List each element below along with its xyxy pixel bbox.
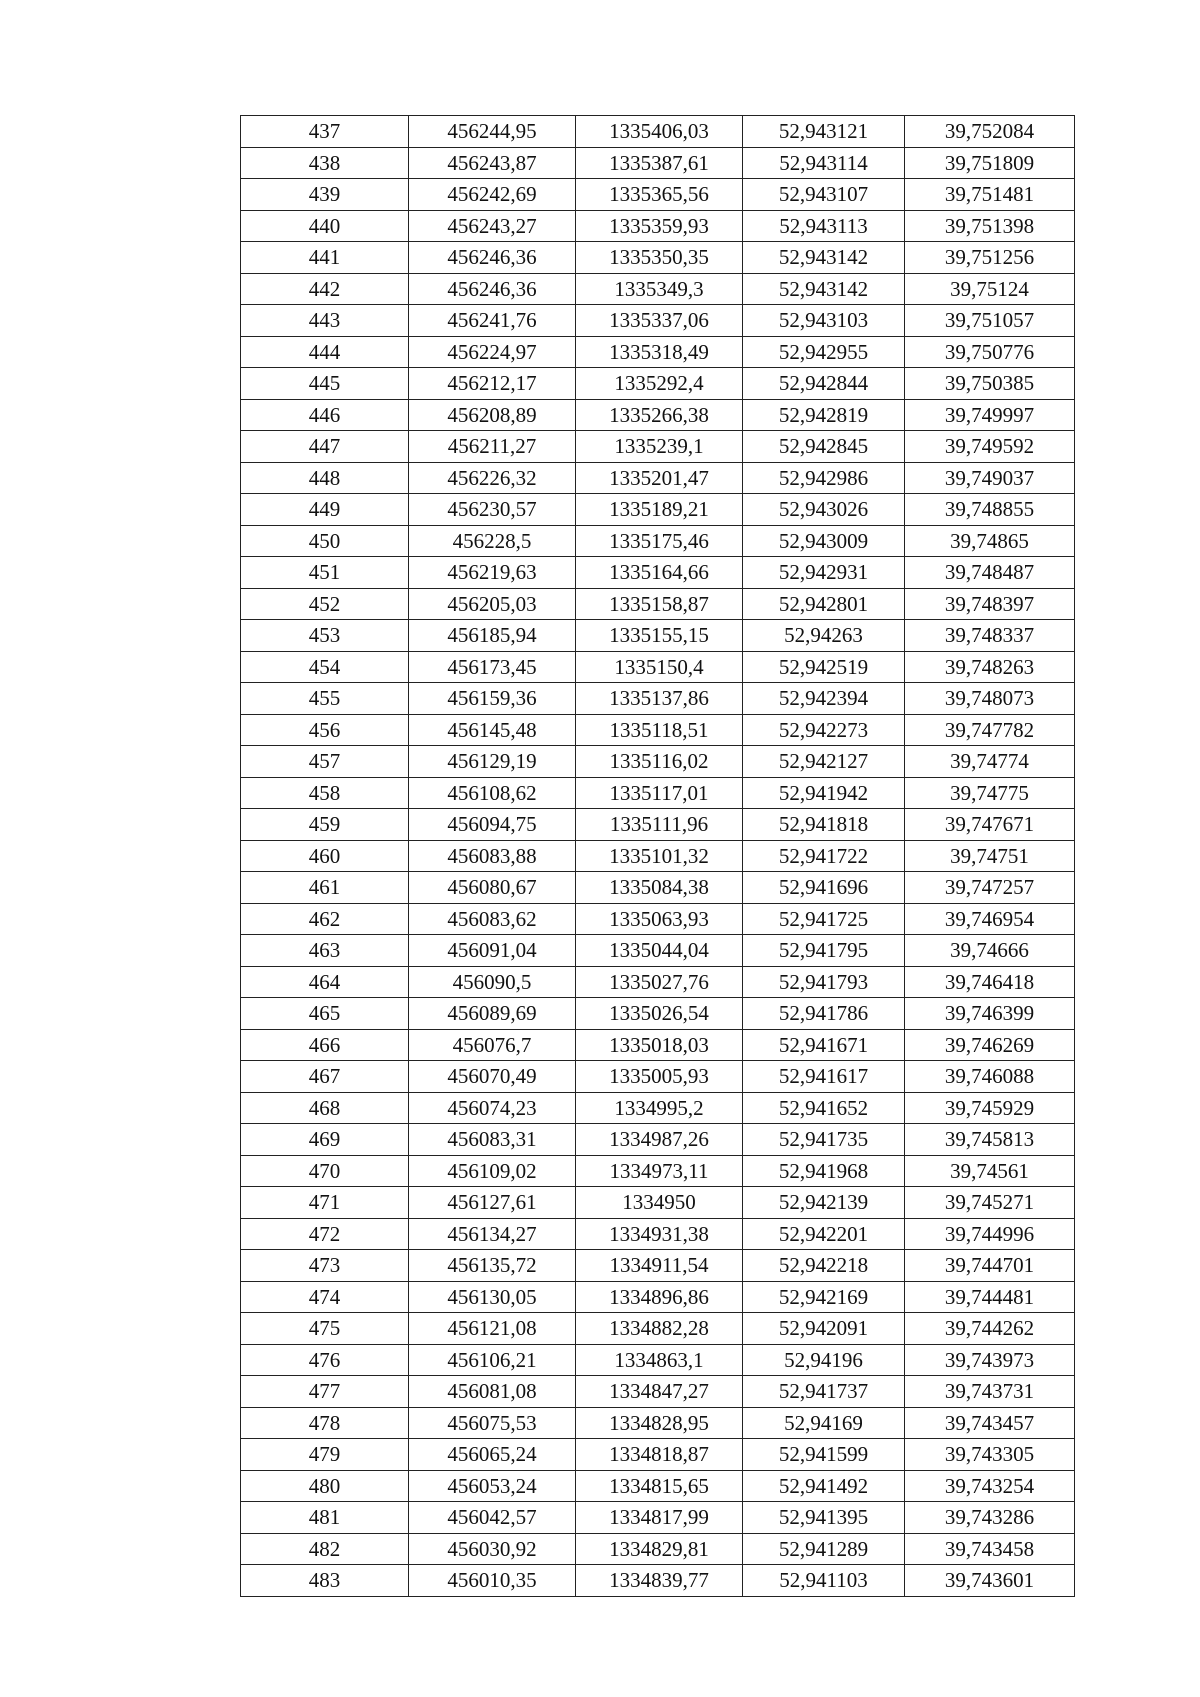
y-coordinate-cell: 1335027,76 [576,966,743,998]
latitude-cell: 52,942801 [743,588,905,620]
table-row [241,966,1075,998]
x-coordinate-cell: 456074,23 [409,1092,576,1124]
table-row [241,179,1075,211]
table-row [241,525,1075,557]
longitude-cell: 39,74751 [905,840,1075,872]
point-number-cell: 471 [241,1187,409,1219]
point-number-cell: 462 [241,903,409,935]
x-coordinate-cell: 456246,36 [409,242,576,274]
latitude-cell: 52,942201 [743,1218,905,1250]
longitude-cell: 39,751256 [905,242,1075,274]
point-number-cell: 452 [241,588,409,620]
point-number-cell: 443 [241,305,409,337]
y-coordinate-cell: 1334882,28 [576,1313,743,1345]
table-row [241,809,1075,841]
point-number-cell: 473 [241,1250,409,1282]
table-row [241,777,1075,809]
latitude-cell: 52,941968 [743,1155,905,1187]
point-number-cell: 464 [241,966,409,998]
longitude-cell: 39,751057 [905,305,1075,337]
x-coordinate-cell: 456106,21 [409,1344,576,1376]
latitude-cell: 52,942091 [743,1313,905,1345]
longitude-cell: 39,749592 [905,431,1075,463]
longitude-cell: 39,748337 [905,620,1075,652]
table-row [241,588,1075,620]
longitude-cell: 39,749997 [905,399,1075,431]
point-number-cell: 465 [241,998,409,1030]
longitude-cell: 39,750385 [905,368,1075,400]
latitude-cell: 52,941103 [743,1565,905,1597]
x-coordinate-cell: 456185,94 [409,620,576,652]
y-coordinate-cell: 1334995,2 [576,1092,743,1124]
point-number-cell: 447 [241,431,409,463]
y-coordinate-cell: 1335201,47 [576,462,743,494]
longitude-cell: 39,747257 [905,872,1075,904]
longitude-cell: 39,743731 [905,1376,1075,1408]
latitude-cell: 52,941793 [743,966,905,998]
latitude-cell: 52,943121 [743,116,905,148]
table-row [241,273,1075,305]
table-row [241,399,1075,431]
latitude-cell: 52,942986 [743,462,905,494]
x-coordinate-cell: 456053,24 [409,1470,576,1502]
longitude-cell: 39,743457 [905,1407,1075,1439]
latitude-cell: 52,941492 [743,1470,905,1502]
longitude-cell: 39,743973 [905,1344,1075,1376]
latitude-cell: 52,943142 [743,242,905,274]
x-coordinate-cell: 456083,31 [409,1124,576,1156]
point-number-cell: 460 [241,840,409,872]
y-coordinate-cell: 1334817,99 [576,1502,743,1534]
table-row [241,683,1075,715]
latitude-cell: 52,942394 [743,683,905,715]
latitude-cell: 52,941795 [743,935,905,967]
y-coordinate-cell: 1335266,38 [576,399,743,431]
x-coordinate-cell: 456173,45 [409,651,576,683]
table-row [241,431,1075,463]
point-number-cell: 448 [241,462,409,494]
longitude-cell: 39,745813 [905,1124,1075,1156]
table-row [241,1313,1075,1345]
point-number-cell: 470 [241,1155,409,1187]
longitude-cell: 39,74666 [905,935,1075,967]
longitude-cell: 39,750776 [905,336,1075,368]
y-coordinate-cell: 1335118,51 [576,714,743,746]
y-coordinate-cell: 1335158,87 [576,588,743,620]
x-coordinate-cell: 456010,35 [409,1565,576,1597]
table-row [241,336,1075,368]
latitude-cell: 52,943107 [743,179,905,211]
longitude-cell: 39,749037 [905,462,1075,494]
longitude-cell: 39,746418 [905,966,1075,998]
x-coordinate-cell: 456224,97 [409,336,576,368]
longitude-cell: 39,745271 [905,1187,1075,1219]
latitude-cell: 52,942931 [743,557,905,589]
y-coordinate-cell: 1335117,01 [576,777,743,809]
point-number-cell: 456 [241,714,409,746]
y-coordinate-cell: 1335359,93 [576,210,743,242]
latitude-cell: 52,943026 [743,494,905,526]
latitude-cell: 52,941735 [743,1124,905,1156]
coordinates-table-body [241,116,1075,1597]
point-number-cell: 451 [241,557,409,589]
y-coordinate-cell: 1334815,65 [576,1470,743,1502]
latitude-cell: 52,941599 [743,1439,905,1471]
x-coordinate-cell: 456081,08 [409,1376,576,1408]
longitude-cell: 39,752084 [905,116,1075,148]
x-coordinate-cell: 456205,03 [409,588,576,620]
table-row [241,1250,1075,1282]
x-coordinate-cell: 456243,27 [409,210,576,242]
table-row [241,462,1075,494]
table-row [241,210,1075,242]
x-coordinate-cell: 456042,57 [409,1502,576,1534]
x-coordinate-cell: 456241,76 [409,305,576,337]
longitude-cell: 39,746088 [905,1061,1075,1093]
x-coordinate-cell: 456145,48 [409,714,576,746]
longitude-cell: 39,746399 [905,998,1075,1030]
y-coordinate-cell: 1334818,87 [576,1439,743,1471]
table-row [241,557,1075,589]
table-row [241,998,1075,1030]
x-coordinate-cell: 456212,17 [409,368,576,400]
x-coordinate-cell: 456226,32 [409,462,576,494]
table-row [241,1218,1075,1250]
longitude-cell: 39,748855 [905,494,1075,526]
point-number-cell: 455 [241,683,409,715]
table-row [241,651,1075,683]
table-row [241,903,1075,935]
point-number-cell: 463 [241,935,409,967]
latitude-cell: 52,941725 [743,903,905,935]
longitude-cell: 39,748073 [905,683,1075,715]
table-row [241,714,1075,746]
longitude-cell: 39,745929 [905,1092,1075,1124]
y-coordinate-cell: 1335018,03 [576,1029,743,1061]
latitude-cell: 52,941786 [743,998,905,1030]
longitude-cell: 39,744481 [905,1281,1075,1313]
longitude-cell: 39,74865 [905,525,1075,557]
longitude-cell: 39,751398 [905,210,1075,242]
y-coordinate-cell: 1334911,54 [576,1250,743,1282]
x-coordinate-cell: 456129,19 [409,746,576,778]
latitude-cell: 52,94196 [743,1344,905,1376]
table-row [241,1407,1075,1439]
longitude-cell: 39,744996 [905,1218,1075,1250]
table-row [241,1281,1075,1313]
longitude-cell: 39,746269 [905,1029,1075,1061]
longitude-cell: 39,751809 [905,147,1075,179]
y-coordinate-cell: 1335137,86 [576,683,743,715]
table-row [241,1376,1075,1408]
latitude-cell: 52,941818 [743,809,905,841]
x-coordinate-cell: 456127,61 [409,1187,576,1219]
x-coordinate-cell: 456242,69 [409,179,576,211]
x-coordinate-cell: 456130,05 [409,1281,576,1313]
y-coordinate-cell: 1335026,54 [576,998,743,1030]
x-coordinate-cell: 456094,75 [409,809,576,841]
x-coordinate-cell: 456070,49 [409,1061,576,1093]
longitude-cell: 39,744262 [905,1313,1075,1345]
x-coordinate-cell: 456083,88 [409,840,576,872]
latitude-cell: 52,941671 [743,1029,905,1061]
x-coordinate-cell: 456076,7 [409,1029,576,1061]
y-coordinate-cell: 1334847,27 [576,1376,743,1408]
longitude-cell: 39,74561 [905,1155,1075,1187]
point-number-cell: 454 [241,651,409,683]
point-number-cell: 444 [241,336,409,368]
point-number-cell: 481 [241,1502,409,1534]
latitude-cell: 52,942819 [743,399,905,431]
y-coordinate-cell: 1334931,38 [576,1218,743,1250]
longitude-cell: 39,751481 [905,179,1075,211]
latitude-cell: 52,943114 [743,147,905,179]
point-number-cell: 453 [241,620,409,652]
latitude-cell: 52,941395 [743,1502,905,1534]
point-number-cell: 474 [241,1281,409,1313]
longitude-cell: 39,746954 [905,903,1075,935]
longitude-cell: 39,748487 [905,557,1075,589]
point-number-cell: 445 [241,368,409,400]
y-coordinate-cell: 1335063,93 [576,903,743,935]
table-row [241,746,1075,778]
longitude-cell: 39,748397 [905,588,1075,620]
x-coordinate-cell: 456228,5 [409,525,576,557]
latitude-cell: 52,941617 [743,1061,905,1093]
y-coordinate-cell: 1335155,15 [576,620,743,652]
longitude-cell: 39,747671 [905,809,1075,841]
y-coordinate-cell: 1334896,86 [576,1281,743,1313]
x-coordinate-cell: 456211,27 [409,431,576,463]
latitude-cell: 52,942273 [743,714,905,746]
point-number-cell: 438 [241,147,409,179]
y-coordinate-cell: 1335175,46 [576,525,743,557]
latitude-cell: 52,941722 [743,840,905,872]
table-row [241,368,1075,400]
point-number-cell: 469 [241,1124,409,1156]
x-coordinate-cell: 456230,57 [409,494,576,526]
point-number-cell: 439 [241,179,409,211]
table-row [241,1061,1075,1093]
point-number-cell: 441 [241,242,409,274]
table-row [241,1092,1075,1124]
table-row [241,935,1075,967]
point-number-cell: 479 [241,1439,409,1471]
y-coordinate-cell: 1334950 [576,1187,743,1219]
longitude-cell: 39,74775 [905,777,1075,809]
point-number-cell: 472 [241,1218,409,1250]
point-number-cell: 480 [241,1470,409,1502]
longitude-cell: 39,748263 [905,651,1075,683]
y-coordinate-cell: 1335005,93 [576,1061,743,1093]
y-coordinate-cell: 1335084,38 [576,872,743,904]
table-row [241,620,1075,652]
table-row [241,840,1075,872]
coordinates-table [240,115,1075,1597]
longitude-cell: 39,743286 [905,1502,1075,1534]
x-coordinate-cell: 456219,63 [409,557,576,589]
x-coordinate-cell: 456091,04 [409,935,576,967]
table-row [241,1344,1075,1376]
y-coordinate-cell: 1335239,1 [576,431,743,463]
table-row [241,1155,1075,1187]
point-number-cell: 446 [241,399,409,431]
latitude-cell: 52,941696 [743,872,905,904]
longitude-cell: 39,743601 [905,1565,1075,1597]
x-coordinate-cell: 456134,27 [409,1218,576,1250]
x-coordinate-cell: 456208,89 [409,399,576,431]
x-coordinate-cell: 456246,36 [409,273,576,305]
y-coordinate-cell: 1335164,66 [576,557,743,589]
x-coordinate-cell: 456121,08 [409,1313,576,1345]
y-coordinate-cell: 1335101,32 [576,840,743,872]
table-row [241,1124,1075,1156]
latitude-cell: 52,943142 [743,273,905,305]
latitude-cell: 52,942955 [743,336,905,368]
x-coordinate-cell: 456030,92 [409,1533,576,1565]
point-number-cell: 477 [241,1376,409,1408]
point-number-cell: 466 [241,1029,409,1061]
y-coordinate-cell: 1335387,61 [576,147,743,179]
latitude-cell: 52,941737 [743,1376,905,1408]
x-coordinate-cell: 456065,24 [409,1439,576,1471]
latitude-cell: 52,942519 [743,651,905,683]
point-number-cell: 483 [241,1565,409,1597]
point-number-cell: 437 [241,116,409,148]
longitude-cell: 39,743458 [905,1533,1075,1565]
x-coordinate-cell: 456135,72 [409,1250,576,1282]
y-coordinate-cell: 1335318,49 [576,336,743,368]
table-row [241,1565,1075,1597]
longitude-cell: 39,743305 [905,1439,1075,1471]
x-coordinate-cell: 456243,87 [409,147,576,179]
point-number-cell: 440 [241,210,409,242]
latitude-cell: 52,943103 [743,305,905,337]
x-coordinate-cell: 456083,62 [409,903,576,935]
x-coordinate-cell: 456090,5 [409,966,576,998]
table-row [241,494,1075,526]
latitude-cell: 52,942139 [743,1187,905,1219]
y-coordinate-cell: 1335350,35 [576,242,743,274]
x-coordinate-cell: 456108,62 [409,777,576,809]
y-coordinate-cell: 1334828,95 [576,1407,743,1439]
point-number-cell: 458 [241,777,409,809]
y-coordinate-cell: 1335111,96 [576,809,743,841]
longitude-cell: 39,744701 [905,1250,1075,1282]
point-number-cell: 457 [241,746,409,778]
y-coordinate-cell: 1334973,11 [576,1155,743,1187]
x-coordinate-cell: 456075,53 [409,1407,576,1439]
point-number-cell: 461 [241,872,409,904]
latitude-cell: 52,94263 [743,620,905,652]
y-coordinate-cell: 1335189,21 [576,494,743,526]
longitude-cell: 39,75124 [905,273,1075,305]
point-number-cell: 476 [241,1344,409,1376]
point-number-cell: 468 [241,1092,409,1124]
y-coordinate-cell: 1335044,04 [576,935,743,967]
point-number-cell: 467 [241,1061,409,1093]
latitude-cell: 52,941942 [743,777,905,809]
table-row [241,147,1075,179]
table-row [241,1187,1075,1219]
latitude-cell: 52,943113 [743,210,905,242]
table-row [241,1470,1075,1502]
point-number-cell: 475 [241,1313,409,1345]
longitude-cell: 39,74774 [905,746,1075,778]
y-coordinate-cell: 1334987,26 [576,1124,743,1156]
y-coordinate-cell: 1335365,56 [576,179,743,211]
x-coordinate-cell: 456089,69 [409,998,576,1030]
latitude-cell: 52,942218 [743,1250,905,1282]
longitude-cell: 39,743254 [905,1470,1075,1502]
x-coordinate-cell: 456109,02 [409,1155,576,1187]
y-coordinate-cell: 1334863,1 [576,1344,743,1376]
table-row [241,872,1075,904]
y-coordinate-cell: 1334829,81 [576,1533,743,1565]
y-coordinate-cell: 1335337,06 [576,305,743,337]
table-row [241,1029,1075,1061]
table-row [241,1502,1075,1534]
point-number-cell: 459 [241,809,409,841]
table-row [241,116,1075,148]
y-coordinate-cell: 1335116,02 [576,746,743,778]
latitude-cell: 52,941652 [743,1092,905,1124]
y-coordinate-cell: 1335406,03 [576,116,743,148]
latitude-cell: 52,942127 [743,746,905,778]
y-coordinate-cell: 1334839,77 [576,1565,743,1597]
y-coordinate-cell: 1335349,3 [576,273,743,305]
table-row [241,1439,1075,1471]
latitude-cell: 52,943009 [743,525,905,557]
table-row [241,305,1075,337]
x-coordinate-cell: 456080,67 [409,872,576,904]
point-number-cell: 478 [241,1407,409,1439]
point-number-cell: 442 [241,273,409,305]
point-number-cell: 449 [241,494,409,526]
point-number-cell: 450 [241,525,409,557]
x-coordinate-cell: 456159,36 [409,683,576,715]
latitude-cell: 52,942845 [743,431,905,463]
y-coordinate-cell: 1335292,4 [576,368,743,400]
longitude-cell: 39,747782 [905,714,1075,746]
latitude-cell: 52,942844 [743,368,905,400]
table-row [241,1533,1075,1565]
table-row [241,242,1075,274]
y-coordinate-cell: 1335150,4 [576,651,743,683]
latitude-cell: 52,94169 [743,1407,905,1439]
latitude-cell: 52,941289 [743,1533,905,1565]
latitude-cell: 52,942169 [743,1281,905,1313]
point-number-cell: 482 [241,1533,409,1565]
x-coordinate-cell: 456244,95 [409,116,576,148]
